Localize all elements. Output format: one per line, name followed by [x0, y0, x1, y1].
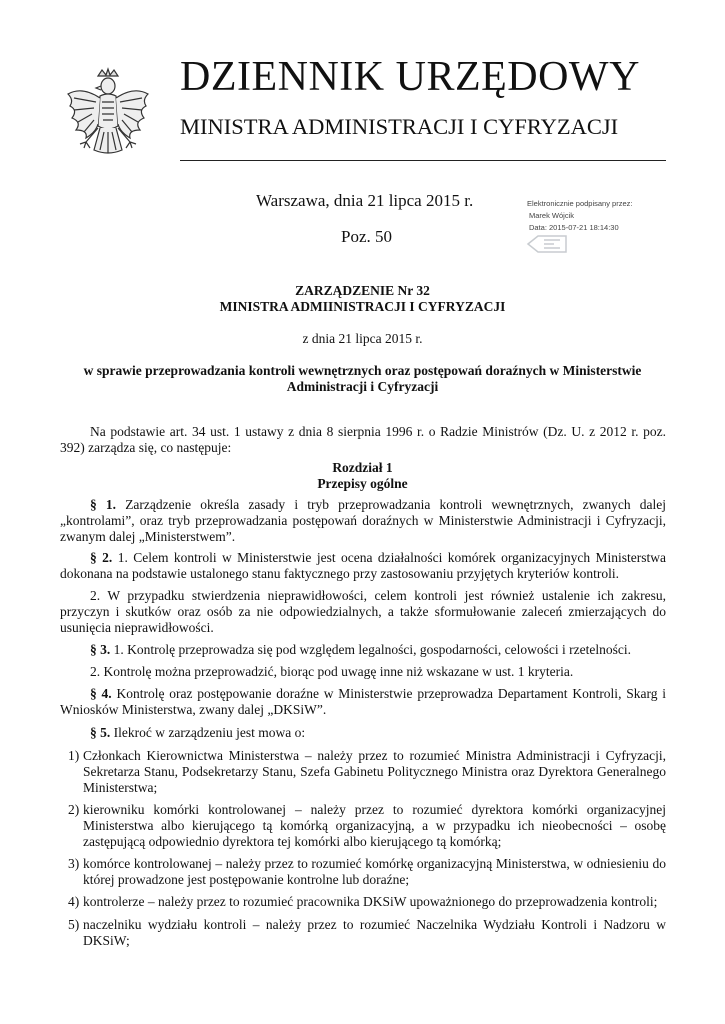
chapter-title: Przepisy ogólne	[317, 476, 408, 491]
signature-label: Elektronicznie podpisany przez:	[527, 199, 633, 208]
definition-item	[60, 856, 666, 888]
eagle-emblem-icon	[60, 66, 156, 174]
signature-signer: Marek Wójcik	[529, 211, 575, 220]
act-title: ZARZĄDZENIE Nr 32	[295, 283, 430, 298]
definition-number: 3)	[68, 856, 80, 871]
act-subject-line2: Administracji i Cyfryzacji	[286, 379, 439, 394]
signature-mark-icon	[524, 234, 570, 254]
definition-item	[60, 917, 666, 949]
paragraph-1-text: Zarządzenie określa zasady i tryb przeprowadzania kontroli wewnętrznych, zwanych dalej „kontrolami”, oraz tryb przeprowadzania postępowań doraźnych w Ministerstwie Administracji i Cyfryzacji, zwanym dalej „Ministerstwem”.	[60, 497, 666, 544]
definition-text: naczelniku wydziału kontroli – należy przez to rozumieć Naczelnika Wydziału Kontroli i Nadzoru w DKSiW;	[83, 917, 666, 948]
paragraph-2-2: 2. W przypadku stwierdzenia nieprawidłowości, celem kontroli jest również ustalenie ich zakresu, przyczyn i skutków oraz osób za nie odpowiedzialnych, a także sformułowanie zaleceń zmierzających do usunięcia nieprawidłowości.	[60, 588, 666, 635]
definition-number: 2)	[68, 802, 80, 817]
definition-item	[60, 748, 666, 796]
act-issuer: MINISTRA ADMIINISTRACJI I CYFRYZACJI	[219, 299, 506, 314]
definition-number: 5)	[68, 917, 80, 932]
journal-subtitle: MINISTRA ADMINISTRACJI I CYFRYZACJI	[180, 114, 619, 139]
preamble: Na podstawie art. 34 ust. 1 ustawy z dnia 8 sierpnia 1996 r. o Radzie Ministrów (Dz. U. z 2012 r. poz. 392) zarządza się, co następuje:	[60, 424, 666, 455]
paragraph-2-1-text: 1. Celem kontroli w Ministerstwie jest ocena działalności komórek organizacyjnych Ministerstwa dokonana na podstawie ustalonego stanu faktycznego przy zastosowaniu przyjętych kryteriów kontroli.	[60, 550, 666, 581]
paragraph-4	[60, 686, 666, 718]
paragraph-3-mark: § 3.	[90, 642, 111, 657]
definition-text: komórce kontrolowanej – należy przez to rozumieć komórkę organizacyjną Ministerstwa, w odniesieniu do której prowadzone jest postępowanie kontrolne lub doraźne;	[83, 856, 666, 887]
header-divider	[180, 160, 666, 161]
act-date: z dnia 21 lipca 2015 r.	[302, 331, 423, 346]
paragraph-3-1-text: 1. Kontrolę przeprowadza się pod względem legalności, gospodarności, celowości i rzetelności.	[110, 642, 631, 657]
paragraph-3-1	[60, 642, 666, 658]
definition-text: kontrolerze – należy przez to rozumieć pracownika DKSiW upoważnionego do przeprowadzenia kontroli;	[83, 894, 658, 909]
act-subject-line1: w sprawie przeprowadzania kontroli wewnętrznych oraz postępowań doraźnych w Ministerstwie	[83, 363, 642, 378]
publication-date: Warszawa, dnia 21 lipca 2015 r.	[256, 191, 474, 210]
signature-date: Data: 2015-07-21 18:14:30	[529, 223, 619, 232]
definition-item	[60, 894, 666, 910]
chapter-label: Rozdział 1	[332, 460, 393, 475]
paragraph-5	[60, 725, 666, 741]
paragraph-3-2: 2. Kontrolę można przeprowadzić, biorąc pod uwagę inne niż wskazane w ust. 1 kryteria.	[90, 664, 574, 679]
paragraph-5-mark: § 5.	[90, 725, 111, 740]
definition-item	[60, 802, 666, 850]
definition-number: 1)	[68, 748, 80, 763]
paragraph-4-text: Kontrolę oraz postępowanie doraźne w Ministerstwie przeprowadza Departament Kontroli, Skarg i Wniosków Ministerstwa, zwany dalej „DKSiW”.	[60, 686, 667, 717]
definition-text: Członkach Kierownictwa Ministerstwa – należy przez to rozumieć Ministra Administracji i Cyfryzacji, Sekretarza Stanu, Podsekretarzy Stanu, Szefa Gabinetu Politycznego Ministra oraz Dyrektora Generalnego Ministerstwa;	[83, 748, 666, 795]
definition-text: kierowniku komórki kontrolowanej – należy przez to rozumieć dyrektora komórki organizacyjnej Ministerstwa albo kierującego tą komórką organizacyjną, a w przypadku ich nieobecności – osobę zastępującą odpowiednio dyrektora tej komórki albo kierującego tą komórką;	[83, 802, 666, 849]
paragraph-4-mark: § 4.	[90, 686, 112, 701]
paragraph-2-1	[60, 550, 666, 582]
journal-title: DZIENNIK URZĘDOWY	[180, 54, 640, 100]
definition-number: 4)	[68, 894, 80, 909]
position-number: Poz. 50	[341, 227, 392, 246]
paragraph-5-text: Ilekroć w zarządzeniu jest mowa o:	[110, 725, 306, 740]
paragraph-2-mark: § 2.	[90, 550, 113, 565]
paragraph-1-mark: § 1.	[90, 497, 117, 512]
paragraph-1	[60, 497, 666, 545]
electronic-signature	[527, 198, 632, 234]
